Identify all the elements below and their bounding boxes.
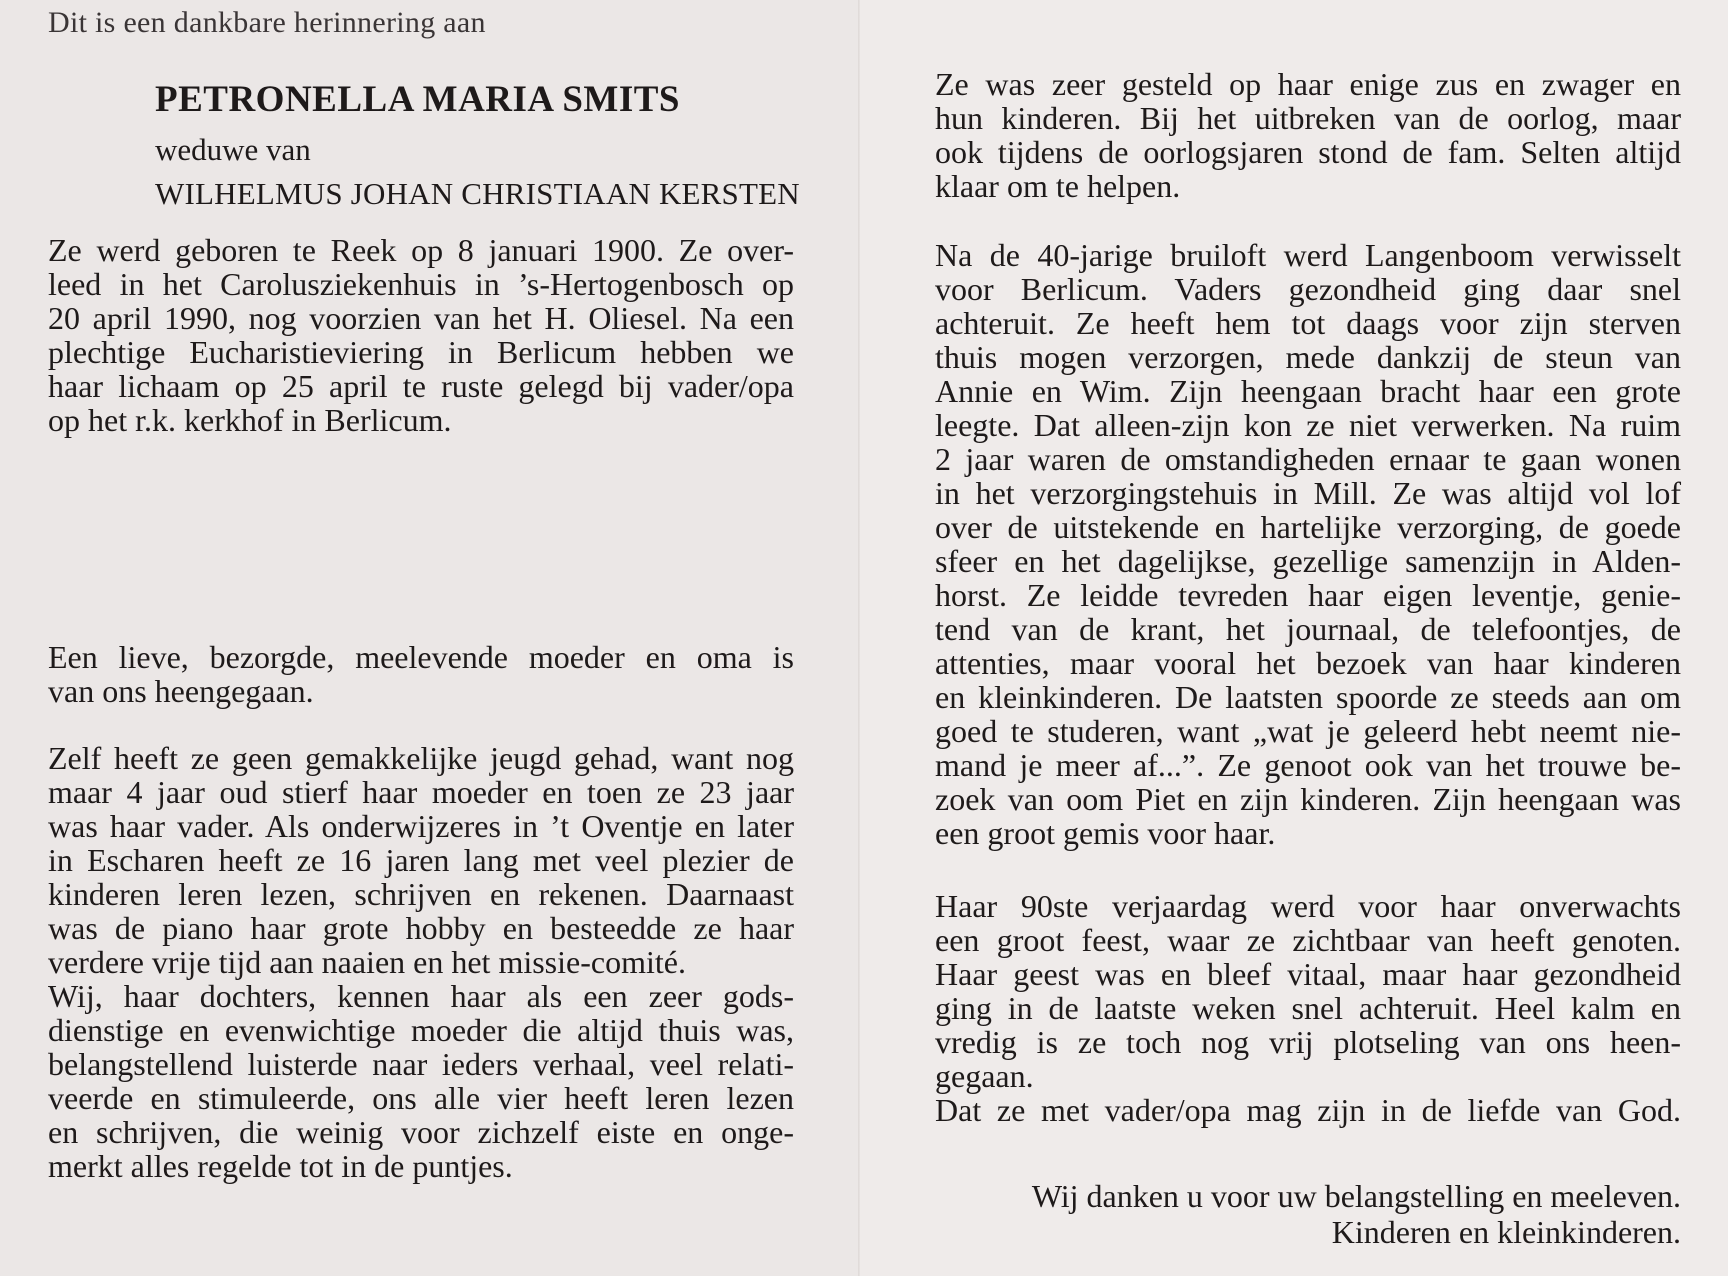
text-line: goed te studeren, want „wat je geleerd hebt neemt nie- bbox=[935, 713, 1681, 749]
text-line: Haar 90ste verjaardag werd voor haar onverwachts bbox=[935, 888, 1681, 924]
text-line: 2 jaar waren de omstandigheden ernaar te gaan wonen bbox=[935, 441, 1681, 477]
text-line: was de piano haar grote hobby en besteedde ze haar bbox=[48, 910, 794, 946]
text-line: Ze werd geboren te Reek op 8 januari 1900. Ze over- bbox=[48, 232, 794, 268]
text-line: was haar vader. Als onderwijzeres in ’t Oventje en later bbox=[48, 808, 794, 844]
text-line: leegte. Dat alleen-zijn kon ze niet verwerken. Na ruim bbox=[935, 407, 1681, 443]
text-line: op het r.k. kerkhof in Berlicum. bbox=[48, 402, 452, 438]
text-line: in Escharen heeft ze 16 jaren lang met veel plezier de bbox=[48, 842, 794, 878]
text-line: plechtige Eucharistieviering in Berlicum hebben we bbox=[48, 334, 794, 370]
left-page bbox=[0, 0, 860, 1276]
text-line: merkt alles regelde tot in de puntjes. bbox=[48, 1148, 513, 1184]
text-line: Ze was zeer gesteld op haar enige zus en zwager en bbox=[935, 66, 1681, 102]
text-line: van ons heengegaan. bbox=[48, 673, 314, 709]
paragraph-youth bbox=[48, 741, 794, 1183]
text-line: en kleinkinderen. De laatsten spoorde ze steeds aan om bbox=[935, 679, 1681, 715]
text-line: achteruit. Ze heeft hem tot daags voor zijn sterven bbox=[935, 305, 1681, 341]
text-line: over de uitstekende en hartelijke verzorging, de goede bbox=[935, 509, 1681, 545]
text-line: een groot feest, waar ze zichtbaar van heeft genoten. bbox=[935, 922, 1681, 958]
text-line: sfeer en het dagelijkse, gezellige samenzijn in Alden- bbox=[935, 543, 1681, 579]
paragraph-later-life bbox=[935, 238, 1681, 850]
signature-line: Kinderen en kleinkinderen. bbox=[1331, 1214, 1681, 1250]
text-line: Zelf heeft ze geen gemakkelijke jeugd gehad, want nog bbox=[48, 740, 794, 776]
text-line: Dat ze met vader/opa mag zijn in de liefde van God. bbox=[935, 1092, 1681, 1128]
text-line: mand je meer af...”. Ze genoot ook van het trouwe be- bbox=[935, 747, 1681, 783]
text-line: Annie en Wim. Zijn heengaan bracht haar een grote bbox=[935, 373, 1681, 409]
text-line: dienstige en evenwichtige moeder die altijd thuis was, bbox=[48, 1012, 794, 1048]
text-line: en schrijven, die weinig voor zichzelf eiste en onge- bbox=[48, 1114, 794, 1150]
text-line: hun kinderen. Bij het uitbreken van de oorlog, maar bbox=[935, 100, 1681, 136]
text-line: 20 april 1990, nog voorzien van het H. Oliesel. Na een bbox=[48, 300, 794, 336]
text-line: tend van de krant, het journaal, de telefoontjes, de bbox=[935, 611, 1681, 647]
closing-block bbox=[1032, 1178, 1681, 1250]
text-line: zoek van oom Piet en zijn kinderen. Zijn heengaan was bbox=[935, 781, 1681, 817]
text-line: belangstellend luisterde naar ieders verhaal, veel relati- bbox=[48, 1046, 794, 1082]
text-line: attenties, maar vooral het bezoek van haar kinderen bbox=[935, 645, 1681, 681]
text-line: voor Berlicum. Vaders gezondheid ging daar snel bbox=[935, 271, 1681, 307]
text-line: in het verzorgingstehuis in Mill. Ze was altijd vol lof bbox=[935, 475, 1681, 511]
text-line: ging in de laatste weken snel achteruit. Heel kalm en bbox=[935, 990, 1681, 1026]
text-line: vredig is ze toch nog vrij plotseling van ons heen- bbox=[935, 1024, 1681, 1060]
paragraph-sister bbox=[935, 67, 1681, 203]
text-line: leed in het Carolusziekenhuis in ’s-Hertogenbosch op bbox=[48, 266, 794, 302]
text-line: veerde en stimuleerde, ons alle vier heeft leren lezen bbox=[48, 1080, 794, 1116]
text-line: maar 4 jaar oud stierf haar moeder en toen ze 23 jaar bbox=[48, 774, 794, 810]
text-line: Een lieve, bezorgde, meelevende moeder en oma is bbox=[48, 639, 794, 675]
text-line: thuis mogen verzorgen, mede dankzij de steun van bbox=[935, 339, 1681, 375]
text-line: horst. Ze leidde tevreden haar eigen leventje, genie- bbox=[935, 577, 1681, 613]
text-line: ook tijdens de oorlogsjaren stond de fam. Selten altijd bbox=[935, 134, 1681, 170]
thanks-line: Wij danken u voor uw belangstelling en meeleven. bbox=[1031, 1178, 1681, 1214]
text-line: Na de 40-jarige bruiloft werd Langenboom verwisselt bbox=[935, 237, 1681, 273]
text-line: Haar geest was en bleef vitaal, maar haar gezondheid bbox=[935, 956, 1681, 992]
text-line: haar lichaam op 25 april te ruste gelegd bij vader/opa bbox=[48, 368, 794, 404]
intro-line: Dit is een dankbare herinnering aan bbox=[48, 6, 486, 39]
deceased-name: PETRONELLA MARIA SMITS bbox=[155, 79, 680, 120]
text-line: verdere vrije tijd aan naaien en het missie-comité. bbox=[48, 944, 686, 980]
text-line: klaar om te helpen. bbox=[935, 168, 1181, 204]
paragraph-mother bbox=[48, 640, 794, 708]
text-line: Wij, haar dochters, kennen haar als een zeer gods- bbox=[48, 978, 794, 1014]
widow-of-label: weduwe van bbox=[155, 132, 311, 167]
paragraph-birth-death bbox=[48, 233, 794, 437]
text-line: een groot gemis voor haar. bbox=[935, 815, 1276, 851]
text-line: kinderen leren lezen, schrijven en rekenen. Daarnaast bbox=[48, 876, 794, 912]
text-line: gegaan. bbox=[935, 1058, 1034, 1094]
paragraph-90th-birthday bbox=[935, 889, 1681, 1127]
husband-name: WILHELMUS JOHAN CHRISTIAAN KERSTEN bbox=[155, 176, 800, 211]
